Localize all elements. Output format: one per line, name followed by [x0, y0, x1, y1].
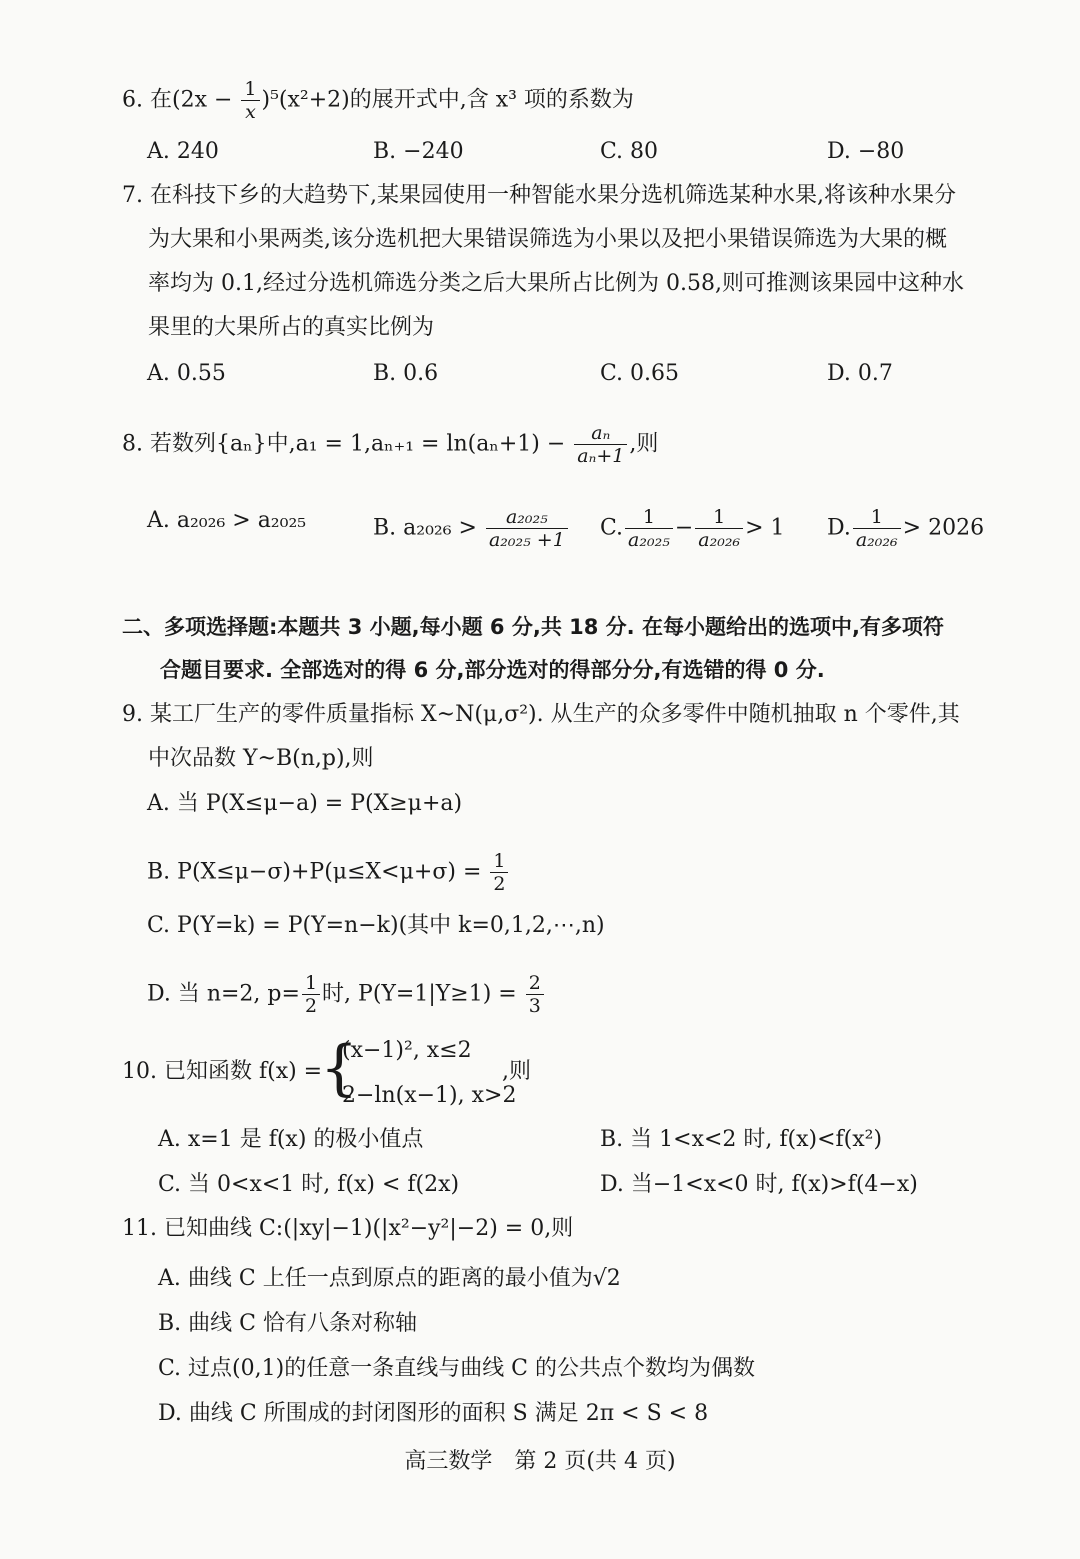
q11-stem: 11. 已知曲线 C:(|xy|−1)(|x²−y²|−2) = 0,则 [122, 1216, 574, 1241]
q10-case-2: 2−ln(x−1), x>2 [342, 1083, 517, 1108]
q7-option-a: A. 0.55 [147, 361, 226, 386]
q6-option-d: D. −80 [827, 139, 905, 164]
fraction: $\frac{1}{\text{a₂₀₂₆}}$ [853, 506, 901, 551]
q8-option-c: C. $\frac{1}{\text{a₂₀₂₅}}$ − $\frac{1}{\text{a₂₀₂₆}}$ > 1 [600, 506, 785, 551]
q9-option-a: A. 当 P(X≤μ−a) = P(X≥μ+a) [147, 791, 463, 816]
fraction: $\frac{\text{a₂₀₂₅}}{\text{a₂₀₂₅ +1}}$ [486, 506, 568, 551]
section-2-heading: 二、多项选择题:本题共 3 小题,每小题 6 分,共 18 分. 在每小题给出的选项中,有多项符 [122, 615, 944, 639]
q7-option-d: D. 0.7 [827, 361, 893, 386]
q9-line-2: 中次品数 Y~B(n,p),则 [148, 746, 374, 771]
section-2-instructions: 合题目要求. 全部选对的得 6 分,部分选对的得部分分,有选错的得 0 分. [160, 658, 825, 682]
page-footer: 高三数学 第 2 页(共 4 页) [404, 1449, 676, 1474]
q10-option-b: B. 当 1<x<2 时, f(x)<f(x²) [600, 1127, 883, 1152]
q9-option-c: C. P(Y=k) = P(Y=n−k)(其中 k=0,1,2,⋯,n) [147, 913, 605, 938]
fraction: $\frac{1}{2}$ [302, 972, 320, 1017]
fraction: $\frac{1}{x}$ [241, 78, 259, 123]
q7-line-3: 率均为 0.1,经过分选机筛选分类之后大果所占比例为 0.58,则可推测该果园中这种水 [148, 271, 964, 296]
q7-line-2: 为大果和小果两类,该分选机把大果错误筛选为小果以及把小果错误筛选为大果的概 [148, 227, 947, 252]
q7-line-1: 7. 在科技下乡的大趋势下,某果园使用一种智能水果分选机筛选某种水果,将该种水果分 [122, 183, 956, 208]
q8-option-a: A. a₂₀₂₆ > a₂₀₂₅ [147, 508, 307, 533]
q11-option-c: C. 过点(0,1)的任意一条直线与曲线 C 的公共点个数均为偶数 [158, 1356, 756, 1381]
q9-line-1: 9. 某工厂生产的零件质量指标 X~N(μ,σ²). 从生产的众多零件中随机抽取 n 个零件,其 [122, 702, 960, 727]
fraction: $\frac{2}{3}$ [526, 972, 544, 1017]
q9-option-d: D. 当 n=2, p= $\frac{1}{2}$ 时, P(Y=1|Y≥1) = $\frac{2}{3}$ [147, 972, 546, 1017]
q8-option-d: D. $\frac{1}{\text{a₂₀₂₆}}$ > 2026 [827, 506, 985, 551]
q7-option-c: C. 0.65 [600, 361, 680, 386]
q10-stem-suffix: ,则 [502, 1059, 531, 1084]
q10-stem-prefix: 10. 已知函数 f(x) = [122, 1059, 323, 1084]
q7-option-b: B. 0.6 [373, 361, 439, 386]
fraction: $\frac{\text{aₙ}}{\text{aₙ+1}}$ [574, 422, 627, 467]
q6-option-a: A. 240 [147, 139, 219, 164]
q8-option-b: B. a₂₀₂₆ > $\frac{\text{a₂₀₂₅}}{\text{a₂₀₂₅ +1}}$ [373, 506, 570, 551]
q11-option-d: D. 曲线 C 所围成的封闭图形的面积 S 满足 2π < S < 8 [158, 1401, 709, 1426]
q8-stem: 8. 若数列{aₙ}中,a₁ = 1,aₙ₊₁ = ln(aₙ+1) − $\frac{\text{aₙ}}{\text{aₙ+1}}$ ,则 [122, 422, 659, 467]
fraction: $\frac{1}{\text{a₂₀₂₆}}$ [695, 506, 743, 551]
fraction: $\frac{1}{2}$ [490, 850, 508, 895]
q6-option-b: B. −240 [373, 139, 464, 164]
q10-option-d: D. 当−1<x<0 时, f(x)>f(4−x) [600, 1172, 918, 1197]
q6-stem: 6. 在(2x − $\frac{1}{x}$ )⁵(x²+2)的展开式中,含 x³ 项的系数为 [122, 78, 634, 123]
q10-option-c: C. 当 0<x<1 时, f(x) < f(2x) [158, 1172, 460, 1197]
q9-option-b: B. P(X≤μ−σ)+P(μ≤X<μ+σ) = $\frac{1}{2}$ [147, 850, 510, 895]
q10-case-1: (x−1)², x≤2 [342, 1038, 472, 1063]
fraction: $\frac{1}{\text{a₂₀₂₅}}$ [625, 506, 673, 551]
q10-option-a: A. x=1 是 f(x) 的极小值点 [158, 1127, 424, 1152]
q7-line-4: 果里的大果所占的真实比例为 [148, 315, 435, 340]
piecewise-brace: { [320, 1033, 359, 1103]
q11-option-b: B. 曲线 C 恰有八条对称轴 [158, 1311, 417, 1336]
q6-option-c: C. 80 [600, 139, 659, 164]
q11-option-a: A. 曲线 C 上任一点到原点的距离的最小值为√2 [158, 1266, 621, 1291]
